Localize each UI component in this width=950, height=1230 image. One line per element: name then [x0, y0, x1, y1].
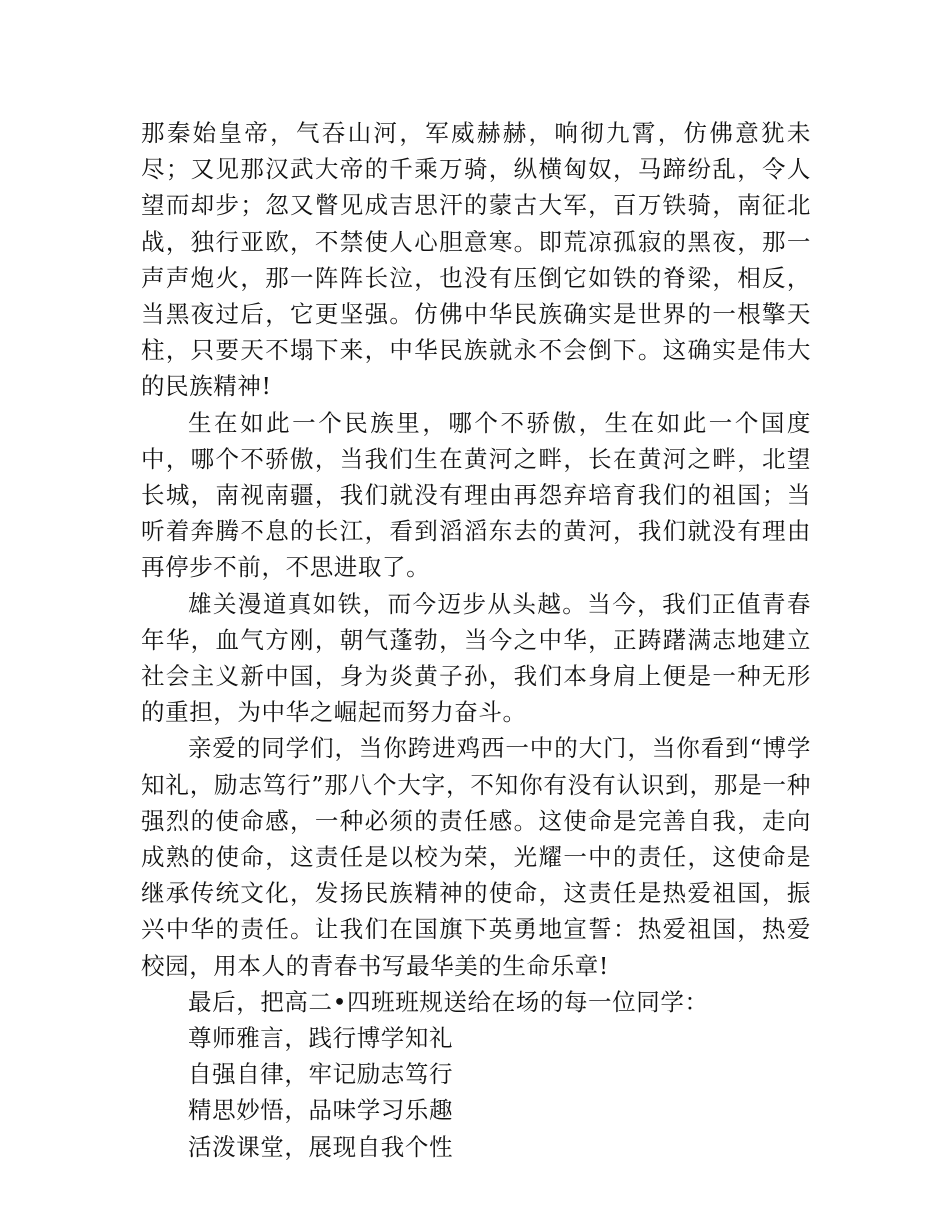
paragraph-closing: 最后，把高二•四班班规送给在场的每一位同学： — [188, 987, 709, 1016]
motto-line-2: 自强自律，牢记励志笃行 — [188, 1060, 454, 1089]
paragraph-youth: 雄关漫道真如铁，而今迈步从头越。当今，我们正值青春年华，血气方刚，朝气蓬勃，当今之中华，正踌躇满志地建立社会主义新中国，身为炎黄子孙，我们本身肩上便是一种无形的重担，为中华之崛起而努力奋斗。 — [141, 589, 811, 727]
document-body — [141, 115, 811, 1165]
motto-line-3: 精思妙悟，品味学习乐趣 — [188, 1096, 454, 1125]
motto-line-1: 尊师雅言，践行博学知礼 — [188, 1024, 454, 1053]
paragraph-mission: 亲爱的同学们，当你跨进鸡西一中的大门，当你看到“博学知礼，励志笃行”那八个大字，不知你有没有认识到，那是一种强烈的使命感，一种必须的责任感。这使命是完善自我，走向成熟的使命，这责任是以校为荣，光耀一中的责任，这使命是继承传统文化，发扬民族精神的使命，这责任是热爱祖国，振兴中华的责任。让我们在国旗下英勇地宣誓：热爱祖国，热爱校园，用本人的青春书写最华美的生命乐章! — [141, 734, 811, 980]
paragraph-pride: 生在如此一个民族里，哪个不骄傲，生在如此一个国度中，哪个不骄傲，当我们生在黄河之畔，长在黄河之畔，北望长城，南视南疆，我们就没有理由再怨弃培育我们的祖国；当听着奔腾不息的长江，看到滔滔东去的黄河，我们就没有理由再停步不前，不思进取了。 — [141, 408, 811, 582]
motto-line-4: 活泼课堂，展现自我个性 — [188, 1132, 454, 1161]
paragraph-spirit: 那秦始皇帝，气吞山河，军威赫赫，响彻九霄，仿佛意犹未尽；又见那汉武大帝的千乘万骑，纵横匈奴，马蹄纷乱，令人望而却步；忽又瞥见成吉思汗的蒙古大军，百万铁骑，南征北战，独行亚欧，不禁使人心胆意寒。即荒凉孤寂的黑夜，那一声声炮火，那一阵阵长泣，也没有压倒它如铁的脊梁，相反，当黑夜过后，它更坚强。仿佛中华民族确实是世界的一根擎天柱，只要天不塌下来，中华民族就永不会倒下。这确实是伟大的民族精神! — [141, 119, 811, 401]
